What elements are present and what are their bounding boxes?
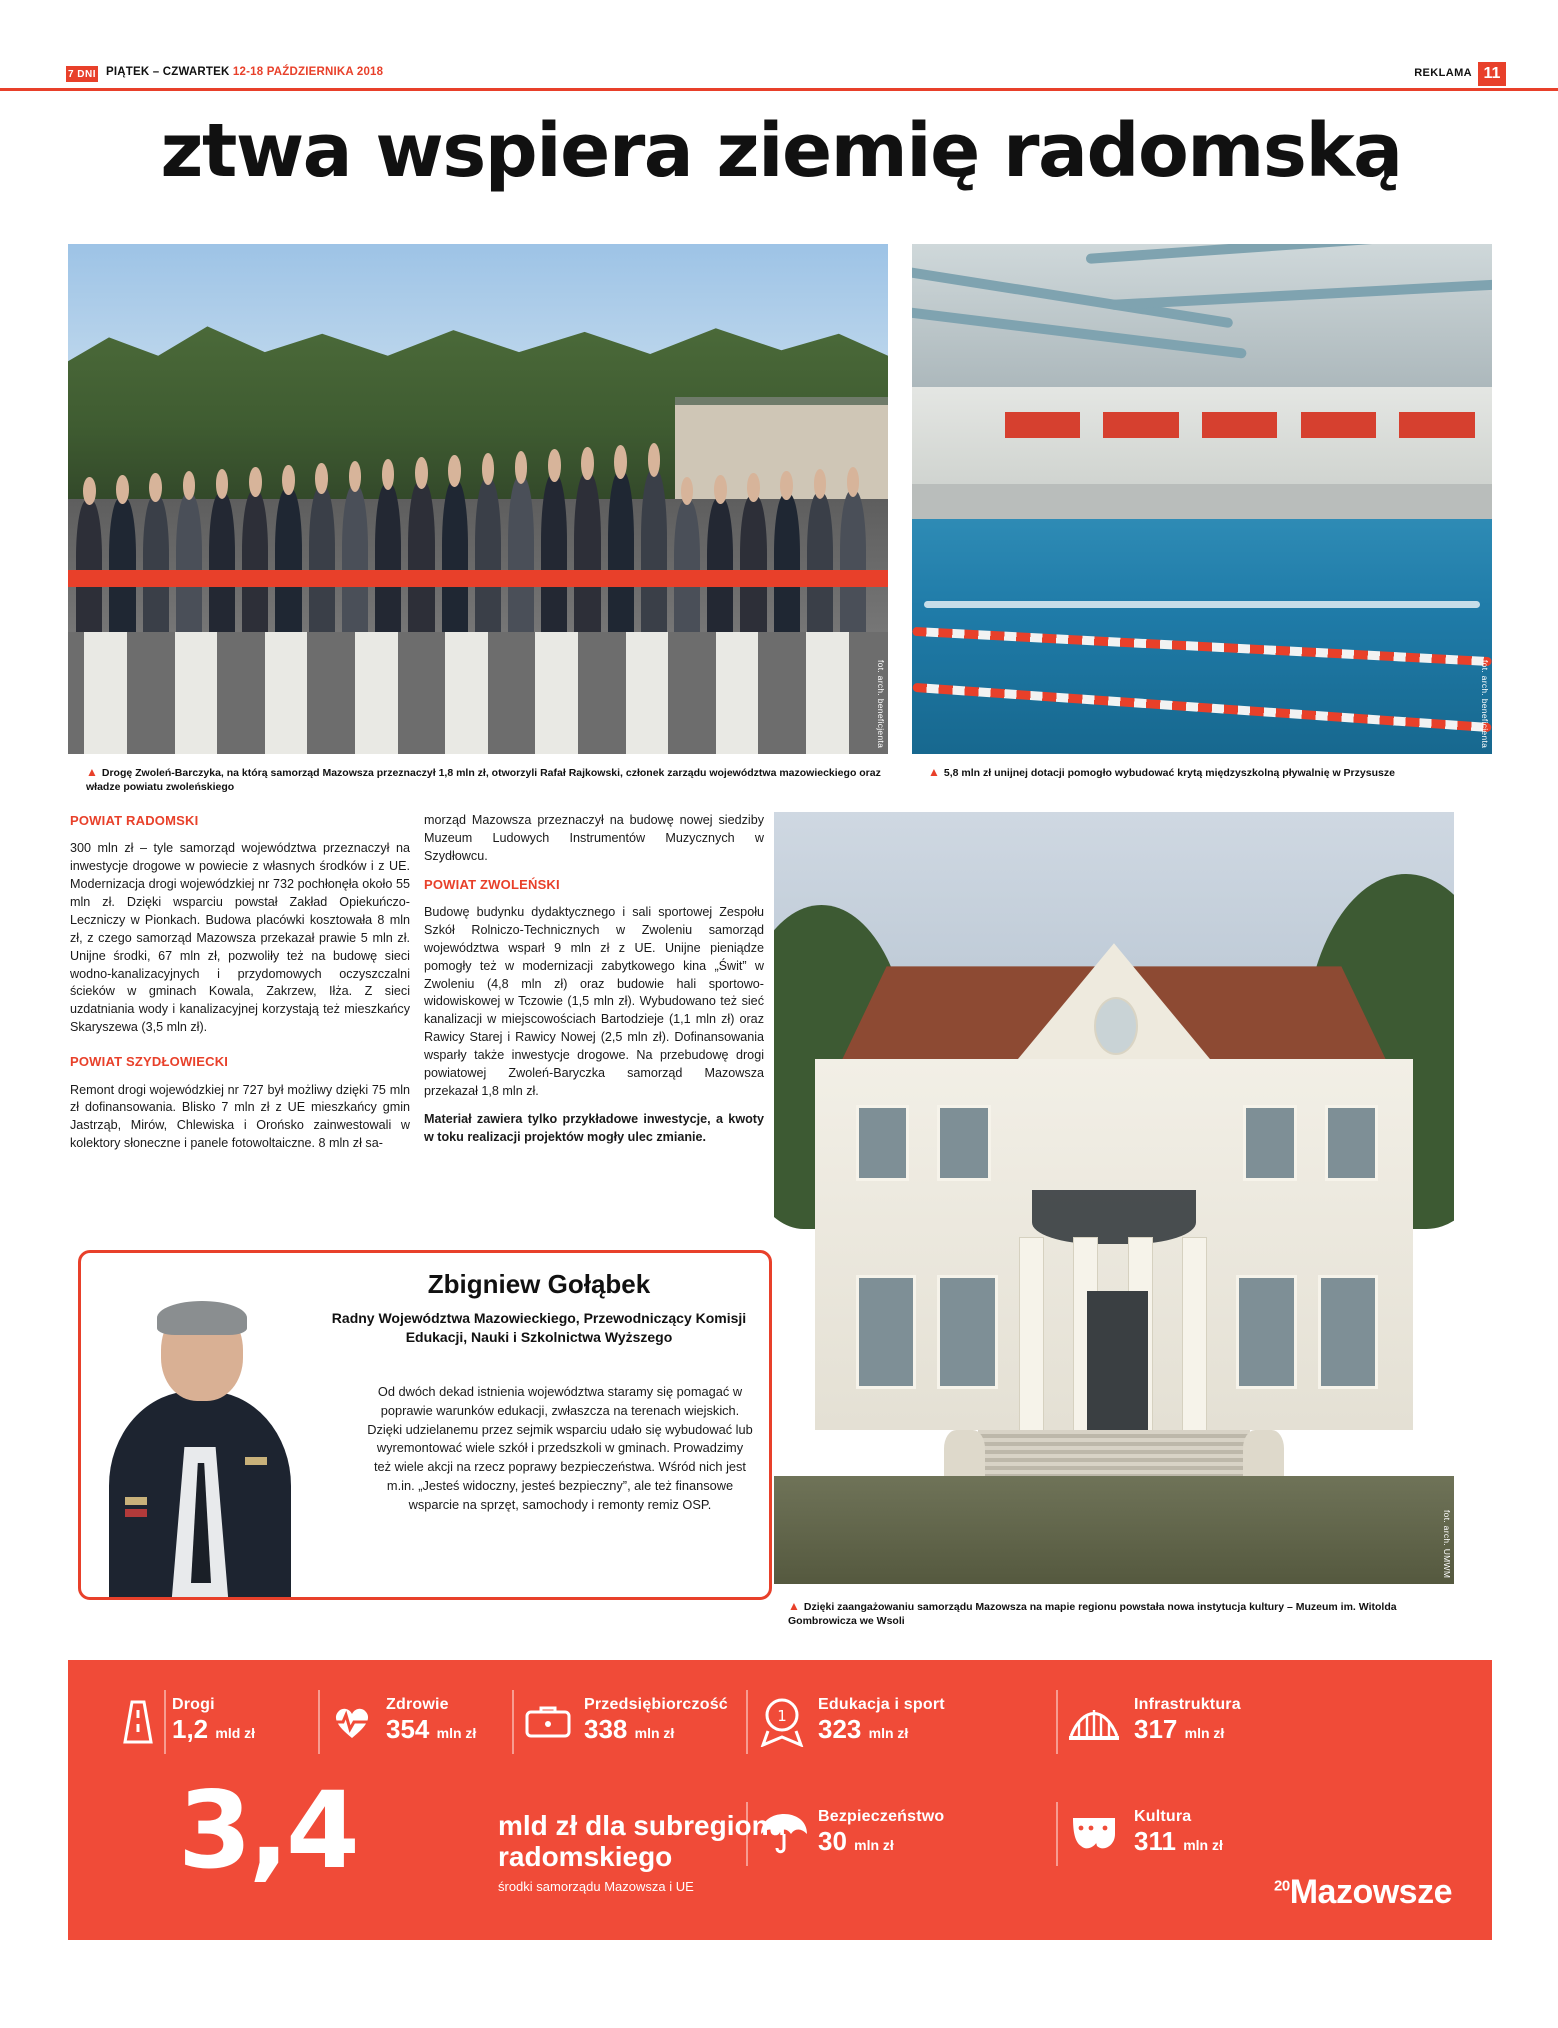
article-paragraph: morząd Mazowsza przeznaczył na budowę nowej siedziby Muzeum Ludowych Instrumentów Muzycznych w Szydłowcu. xyxy=(424,813,764,863)
masthead-date-prefix: PIĄTEK – CZWARTEK xyxy=(106,66,230,78)
quote-box xyxy=(78,1250,772,1600)
caption-arrow-icon: ▲ xyxy=(86,765,98,779)
masthead-date-value: 12-18 PAŹDZIERNIKA 2018 xyxy=(232,66,384,78)
bridge-icon xyxy=(1068,1700,1120,1746)
stat-label: Edukacja i sport xyxy=(818,1696,945,1713)
road-icon xyxy=(118,1698,158,1746)
mazowsze-logo xyxy=(1274,1873,1452,1912)
stat-value xyxy=(1134,1826,1223,1857)
caption-arrow-icon: ▲ xyxy=(928,765,940,779)
mazowsze-logo-prefix: 20 xyxy=(1274,1877,1290,1895)
total-caption-line1: mld zł dla subregionu xyxy=(498,1810,786,1841)
stat-value xyxy=(386,1714,476,1745)
stat-unit: mln zł xyxy=(868,1725,909,1741)
stat-infrastruktura xyxy=(1134,1696,1241,1745)
stat-unit: mln zł xyxy=(854,1837,894,1853)
stat-number: 323 xyxy=(818,1714,862,1744)
stat-number: 317 xyxy=(1134,1714,1178,1744)
quote-person-name: Zbigniew Gołąbek xyxy=(427,1269,651,1299)
heartbeat-icon xyxy=(330,1700,374,1744)
stat-unit: mln zł xyxy=(634,1725,675,1741)
article-paragraph: 300 mln zł – tyle samorząd województwa przeznaczył na inwestycje drogowe w powiecie z własnych środków i z UE. Modernizacja drogi wojewódzkiej nr 732 pochłonęła około 55 mln zł. Dzięki wsparciu powstał Zakład Opiekuńczo-Leczniczy w Pionkach. Budowa placówki kosztowała 8 mln zł, z czego samorząd Mazowsza przekazał prawie 5 mln zł. Unijne środki, 67 mln zł, pozwoliły też na budowę sieci wodno-kanalizacyjnych i przydomowych oczyszczalni ścieków w gminach Kowala, Zakrzew, Iłża. Z sieci uzdatniania wody i kanalizacyjnej korzystają też mieszkańcy Skaryszewa (3,5 mln zł). xyxy=(70,841,410,1035)
caption-swimming-pool xyxy=(928,764,1508,780)
photo-mansion-museum xyxy=(774,812,1454,1584)
photo-ribbon-cutting xyxy=(68,244,888,754)
stat-kultura xyxy=(1134,1808,1223,1857)
stat-unit: mln zł xyxy=(436,1725,477,1741)
stat-value xyxy=(172,1714,255,1745)
caption-mansion-museum xyxy=(788,1598,1448,1628)
article-column-2 xyxy=(424,812,764,1156)
stat-value xyxy=(1134,1714,1241,1745)
section-heading-powiat-zwolenski: POWIAT ZWOLEŃSKI xyxy=(424,876,560,892)
caption-text: 5,8 mln zł unijnej dotacji pomogło wybudować krytą międzyszkolną pływalnię w Przysusze xyxy=(943,767,1395,779)
stat-unit: mln zł xyxy=(1184,1725,1225,1741)
masthead-rule xyxy=(0,88,1558,91)
photo-swimming-pool xyxy=(912,244,1492,754)
infographic-banner xyxy=(68,1660,1492,1940)
article-column-1 xyxy=(70,812,410,1163)
mazowsze-logo-text: Mazowsze xyxy=(1289,1873,1452,1911)
stat-label: Przedsiębiorczość xyxy=(584,1696,728,1713)
stat-bezpieczenstwo xyxy=(818,1808,944,1857)
section-label: REKLAMA xyxy=(1414,67,1472,79)
total-caption xyxy=(498,1810,786,1894)
medal-icon xyxy=(758,1696,806,1748)
section-heading-powiat-szydlowiecki: POWIAT SZYDŁOWIECKI xyxy=(70,1054,229,1070)
quote-text: Od dwóch dekad istnienia województwa staramy się pomagać w poprawie warunków edukacji, zwłaszcza na terenach wiejskich. Dzięki udzielanemu przez sejmik wsparciu udało się wybudować lub wyremontować wiele szkół i przedszkoli w gminach. Prowadzimy też wiele akcji na rzecz poprawy bezpieczeństwa. Wśród nich jest m.in. „Jesteś widoczny, jesteś bezpieczny”, ale też finansowe wsparcie na sprzęt, samochody i remonty remiz OSP. xyxy=(367,1384,753,1512)
svg-text:1: 1 xyxy=(777,1707,787,1725)
photo-credit: fot. arch. UMWM xyxy=(1442,1509,1452,1578)
stat-value xyxy=(584,1714,728,1745)
article-paragraph: Budowę budynku dydaktycznego i sali sportowej Zespołu Szkół Rolniczo-Technicznych w Zwoleniu samorząd województwa wsparł 9 mln zł z UE. Unijne pieniądze pomogły też w modernizacji zabytkowego kina „Świt” w Zwoleniu (4,8 mln zł) oraz budowie hali sportowo-widowiskowej w Tczowie (1,5 mln zł). Wybudowano też sieć kanalizacji w miejscowościach Bartodzieje (1,1 mln zł) oraz Rawicy Starej i Rawicy Nowej (2,5 mln zł). Dofinansowania wsparły także inwestycje drogowe. Na przebudowę drogi powiatowej Zwoleń-Baryczka samorząd Mazowsza przekazał 1,8 mln zł. xyxy=(424,905,764,1098)
stat-value xyxy=(818,1714,945,1745)
page-title: ztwa wspiera ziemię radomską xyxy=(160,108,1402,194)
stat-label: Kultura xyxy=(1134,1808,1192,1825)
stat-zdrowie xyxy=(386,1696,476,1745)
stat-unit: mld zł xyxy=(215,1725,256,1741)
photo-credit: fot. arch. beneficjenta xyxy=(1480,659,1490,748)
total-caption-line2: radomskiego xyxy=(498,1841,673,1873)
stat-label: Infrastruktura xyxy=(1134,1696,1241,1713)
stat-unit: mln zł xyxy=(1183,1837,1223,1853)
stat-number: 30 xyxy=(818,1826,847,1856)
stat-drogi xyxy=(172,1696,255,1745)
portrait-photo xyxy=(95,1269,305,1597)
quote-person-role: Radny Województwa Mazowieckiego, Przewodniczący Komisji Edukacji, Nauki i Szkolnictwa Wyższego xyxy=(331,1310,747,1345)
caption-ribbon-cutting xyxy=(86,764,886,794)
page-number: 11 xyxy=(1478,62,1506,86)
stat-number: 311 xyxy=(1134,1826,1176,1856)
briefcase-icon xyxy=(524,1702,572,1742)
stat-label: Bezpieczeństwo xyxy=(818,1808,945,1825)
caption-text: Drogę Zwoleń-Barczyka, na którą samorząd Mazowsza przeznaczył 1,8 mln zł, otworzyli Rafał Rajkowski, członek zarządu województwa mazowieckiego oraz władze powiatu zwoleńskiego xyxy=(86,767,881,794)
newspaper-logo: 7 DNI xyxy=(66,66,98,82)
caption-text: Dzięki zaangażowaniu samorządu Mazowsza na mapie regionu powstała nowa instytucja kultury – Muzeum im. Witolda Gombrowicza we Wsoli xyxy=(788,1601,1397,1628)
stat-label: Zdrowie xyxy=(386,1696,449,1713)
stat-value xyxy=(818,1826,944,1857)
stat-label: Drogi xyxy=(172,1696,215,1713)
stat-number: 1,2 xyxy=(172,1714,209,1744)
total-amount: 3,4 xyxy=(178,1769,357,1892)
article-disclaimer: Materiał zawiera tylko przykładowe inwestycje, a kwoty w toku realizacji projektów mogły ulec zmianie. xyxy=(424,1111,764,1144)
section-heading-powiat-radomski: POWIAT RADOMSKI xyxy=(70,813,199,828)
masthead-date xyxy=(106,66,383,78)
caption-arrow-icon: ▲ xyxy=(788,1599,800,1613)
article-paragraph: Remont drogi wojewódzkiej nr 727 był możliwy dzięki 75 mln zł dofinansowania. Blisko 7 mln zł z UE mieszkańcy gmin Jastrząb, Mirów, Chlewiska i Orońsko zainwestowali w kolektory słoneczne i panele fotowoltaiczne. 8 mln zł sa- xyxy=(70,1082,410,1151)
stat-edukacja-i-sport xyxy=(818,1696,945,1745)
masks-icon xyxy=(1068,1810,1120,1858)
total-caption-note: środki samorządu Mazowsza i UE xyxy=(498,1878,694,1894)
stat-number: 338 xyxy=(584,1714,628,1744)
stat-number: 354 xyxy=(386,1714,430,1744)
stat-przedsiebiorczosc xyxy=(584,1696,728,1745)
photo-credit: fot. arch. beneficjenta xyxy=(876,659,886,748)
